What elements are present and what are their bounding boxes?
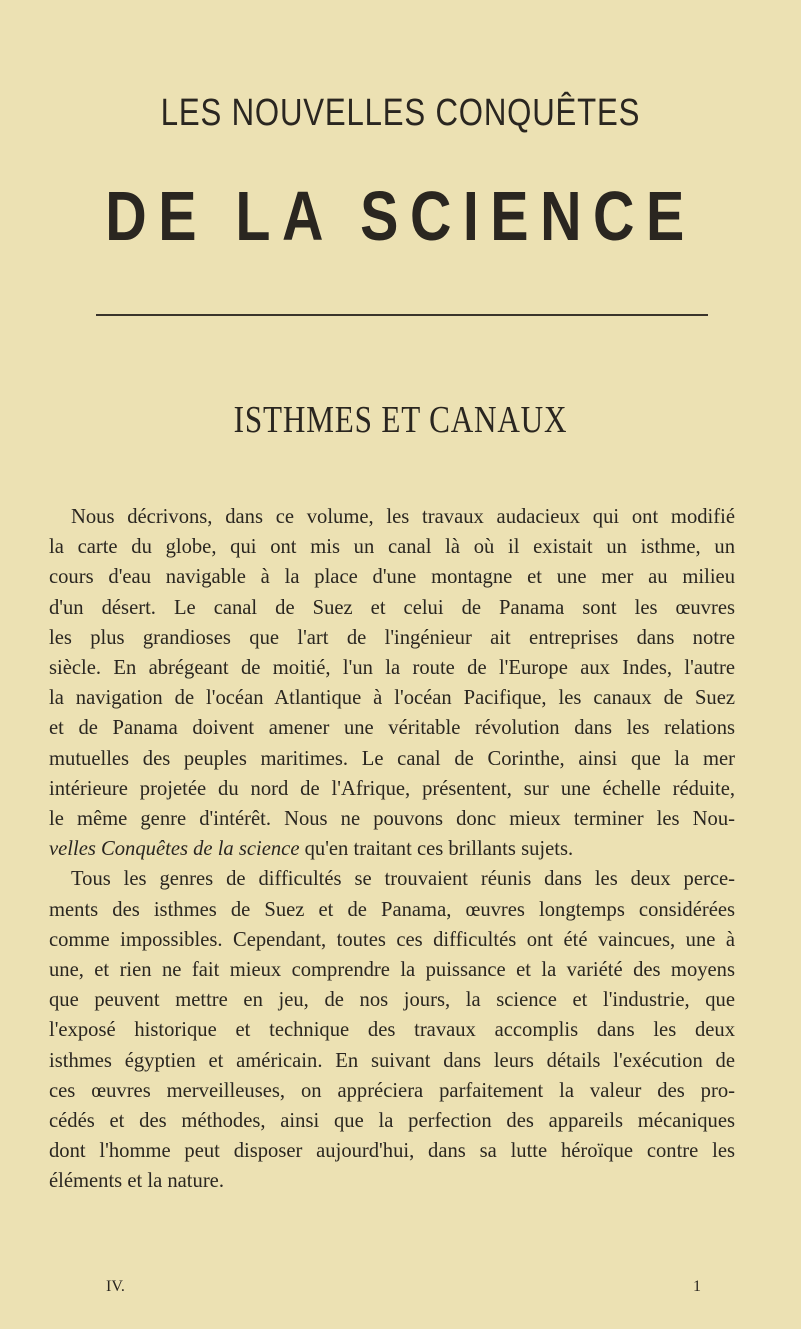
paragraph1-line: la navigation de l'océan Atlantique à l'océan Pacifique, les canaux de Suez [49, 687, 735, 710]
paragraph2-line: cédés et des méthodes, ainsi que la perfection des appareils mécaniques [49, 1110, 735, 1133]
paragraph2-line: éléments et la nature. [49, 1170, 224, 1193]
paragraph1-line: Nous décrivons, dans ce volume, les travaux audacieux qui ont modifié [71, 506, 735, 528]
paragraph1-line: siècle. En abrégeant de moitié, l'un la route de l'Europe aux Indes, l'autre [49, 657, 735, 680]
paragraph1-line: la carte du globe, qui ont mis un canal là où il existait un isthme, un [49, 536, 735, 559]
paragraph2-line: ces œuvres merveilleuses, on appréciera parfaitement la valeur des pro- [49, 1079, 735, 1102]
paragraph2-line: isthmes égyptien et américain. En suivant dans leurs détails l'exécution de [49, 1049, 735, 1072]
paragraph2-line: comme impossibles. Cependant, toutes ces difficultés ont été vaincues, une à [49, 928, 735, 951]
paragraph2-line: ments des isthmes de Suez et de Panama, œuvres longtemps considérées [49, 898, 735, 921]
paragraph2-line: que peuvent mettre en jeu, de nos jours, la science et l'industrie, que [49, 989, 735, 1012]
paragraph1-line: intérieure projetée du nord de l'Afrique, présentent, sur une échelle réduite, [49, 777, 735, 800]
title-divider [96, 314, 708, 316]
paragraph1-line: mutuelles des peuples maritimes. Le canal de Corinthe, ainsi que la mer [49, 747, 735, 770]
body-text [49, 502, 735, 1197]
paragraph1-line [49, 834, 735, 864]
paragraph-2 [49, 864, 735, 1196]
paragraph2-line: l'exposé historique et technique des travaux accomplis dans les deux [49, 1019, 735, 1042]
book-title-reference: velles Conquêtes de la science [49, 838, 300, 861]
paragraph1-line: le même genre d'intérêt. Nous ne pouvons donc mieux terminer les Nou- [49, 808, 735, 831]
signature-marker: 1 [693, 1278, 701, 1295]
paragraph1-line: d'un désert. Le canal de Suez et celui de Panama sont les œuvres [49, 596, 735, 619]
paragraph1-line-rest: qu'en traitant ces brillants sujets. [299, 838, 574, 861]
paragraph2-line: une, et rien ne fait mieux comprendre la puissance et la variété des moyens [49, 959, 735, 982]
paragraph1-line: cours d'eau navigable à la place d'une montagne et une mer au milieu [49, 566, 735, 589]
paragraph1-line: et de Panama doivent amener une véritable révolution dans les relations [49, 717, 735, 740]
paragraph-1 [49, 502, 735, 864]
section-heading: ISTHMES ET CANAUX [233, 399, 568, 441]
paragraph2-line: dont l'homme peut disposer aujourd'hui, dans sa lutte héroïque contre les [49, 1140, 735, 1163]
book-title-line1: LES NOUVELLES CONQUÊTES [160, 92, 641, 134]
volume-marker: IV. [106, 1278, 125, 1295]
book-title-line2: DE LA SCIENCE [105, 177, 696, 255]
paragraph1-line: les plus grandioses que l'art de l'ingénieur ait entreprises dans notre [49, 626, 735, 649]
paragraph2-line: Tous les genres de difficultés se trouvaient réunis dans les deux perce- [71, 868, 735, 891]
